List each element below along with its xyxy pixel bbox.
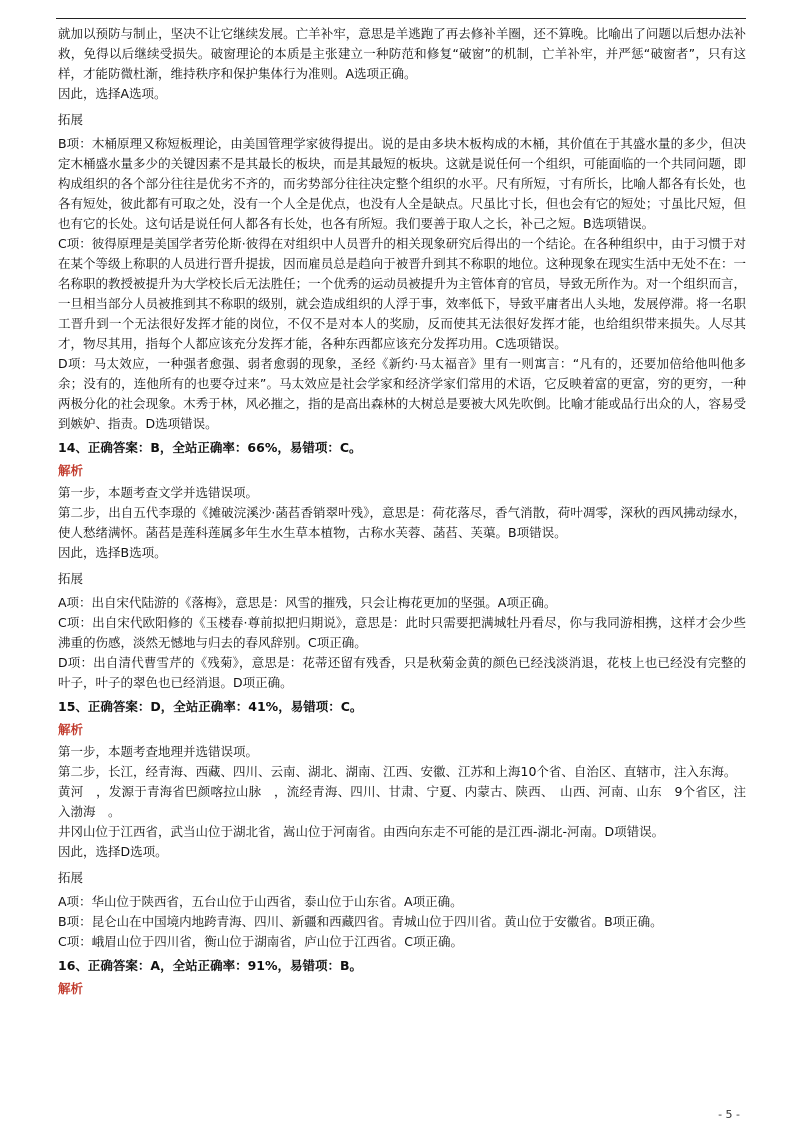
answer-line-15: 15、正确答案：D，全站正确率：41%，易错项：C。 [58, 699, 363, 714]
paragraph: 因此，选择B选项。 [58, 545, 167, 560]
paragraph: 第二步，出自五代李璟的《摊破浣溪沙·菡萏香销翠叶残》，意思是：荷花落尽，香气消散，荷叶凋零，深秋的西风拂动绿水，使人愁绪满怀。菡萏是莲科莲属多年生水生草本植物，古称水芙蓉、菡萏、芙蕖。B项错误。 [58, 505, 746, 540]
paragraph: 井冈山位于江西省，武当山位于湖北省，嵩山位于河南省。由西向东走不可能的是江西-湖北-河南。D项错误。 [58, 824, 665, 839]
answer-line-16: 16、正确答案：A，全站正确率：91%，易错项：B。 [58, 958, 363, 973]
paragraph: 第二步，长江，经青海、西藏、四川、云南、湖北、湖南、江西、安徽、江苏和上海10个省、自治区、直辖市，注入东海。 [58, 764, 737, 779]
paragraph: 因此，选择A选项。 [58, 86, 167, 101]
paragraph: A项：出自宋代陆游的《落梅》，意思是：风雪的摧残，只会让梅花更加的坚强。A项正确。 [58, 595, 557, 610]
page-number: - 5 - [718, 1108, 740, 1121]
paragraph: 因此，选择D选项。 [58, 844, 168, 859]
analysis-heading: 解析 [58, 463, 84, 478]
paragraph: 就加以预防与制止，坚决不让它继续发展。亡羊补牢，意思是羊逃跑了再去修补羊圈，还不算晚。比喻出了问题以后想办法补救，免得以后继续受损失。破窗理论的本质是主张建立一种防范和修复“破窗”的机制，亡羊补牢，并严惩“破窗者”，只有这样，才能防微杜渐，维持秩序和保护集体行为准则。A选项正确。 [58, 26, 746, 81]
paragraph: B项：昆仑山在中国境内地跨青海、四川、新疆和西藏四省。青城山位于四川省。黄山位于安徽省。B项正确。 [58, 914, 663, 929]
paragraph: C项：彼得原理是美国学者劳伦斯·彼得在对组织中人员晋升的相关现象研究后得出的一个结论。在各种组织中，由于习惯于对在某个等级上称职的人员进行晋升提拔，因而雇员总是趋向于被晋升到其不称职的地位。这种现象在现实生活中无处不在：一名称职的教授被提升为大学校长后无法胜任；一个优秀的运动员被提升为主管体育的官员，导致无所作为。对一个组织而言，一旦相当部分人员被推到其不称职的级别，就会造成组织的人浮于事，效率低下，导致平庸者出人头地，发展停滞。将一名职工晋升到一个无法很好发挥才能的岗位，不仅不是对本人的奖励，反而使其无法很好发挥才能，也给组织带来损失。人尽其才，物尽其用，指每个人都应该充分发挥才能，各种东西都应该充分发挥功用。C选项错误。 [58, 236, 746, 351]
paragraph: 黄河 ，发源于青海省巴颜喀拉山脉 ，流经青海、四川、甘肃、宁夏、内蒙古、陕西、 山西、河南、山东 9个省区，注入渤海 。 [58, 784, 746, 819]
paragraph: A项：华山位于陕西省，五台山位于山西省，泰山位于山东省。A项正确。 [58, 894, 463, 909]
paragraph: B项：木桶原理又称短板理论，由美国管理学家彼得提出。说的是由多块木板构成的木桶，其价值在于其盛水量的多少，但决定木桶盛水量多少的关键因素不是其最长的板块，而是其最短的板块。这就是说任何一个组织，可能面临的一个共同问题，即构成组织的各个部分往往是优劣不齐的，而劣势部分往往决定整个组织的水平。尺有所短，寸有所长，比喻人都各有长处，也各有短处，彼此都有可取之处，没有一个人全是优点，也没有人全是缺点。尺虽比寸长，但也会有它的短处；寸虽比尺短，但也有它的长处。这句话是说任何人都各有长处，也各有所短。我们要善于取人之长，补己之短。B选项错误。 [58, 136, 746, 231]
page-content [58, 24, 746, 1001]
paragraph: 第一步，本题考查地理并选错误项。 [58, 744, 259, 759]
extension-heading: 拓展 [58, 571, 84, 586]
paragraph: D项：马太效应，一种强者愈强、弱者愈弱的现象，圣经《新约·马太福音》里有一则寓言：“凡有的，还要加倍给他叫他多余；没有的，连他所有的也要夺过来”。马太效应是社会学家和经济学家们常用的术语，它反映着富的更富，穷的更穷，一种两极分化的社会现象。木秀于林，风必摧之，指的是高出森林的大树总是要被大风先吹倒。比喻才能或品行出众的人，容易受到嫉妒、指责。D选项错误。 [58, 356, 746, 431]
analysis-heading: 解析 [58, 722, 84, 737]
paragraph: C项：峨眉山位于四川省，衡山位于湖南省，庐山位于江西省。C项正确。 [58, 934, 463, 949]
paragraph: C项：出自宋代欧阳修的《玉楼春·尊前拟把归期说》，意思是：此时只需要把满城牡丹看尽，你与我同游相携，这样才会少些沸重的伤感，淡然无憾地与归去的春风辞别。C项正确。 [58, 615, 746, 650]
analysis-heading: 解析 [58, 981, 84, 996]
paragraph: D项：出自清代曹雪芹的《残菊》，意思是：花蒂还留有残香，只是秋菊金黄的颜色已经浅淡消退，花枝上也已经没有完整的叶子，叶子的翠色也已经消退。D项正确。 [58, 655, 746, 690]
extension-heading: 拓展 [58, 112, 84, 127]
header-rule [56, 18, 746, 19]
extension-heading: 拓展 [58, 870, 84, 885]
answer-line-14: 14、正确答案：B，全站正确率：66%，易错项：C。 [58, 440, 362, 455]
paragraph: 第一步，本题考查文学并选错误项。 [58, 485, 259, 500]
